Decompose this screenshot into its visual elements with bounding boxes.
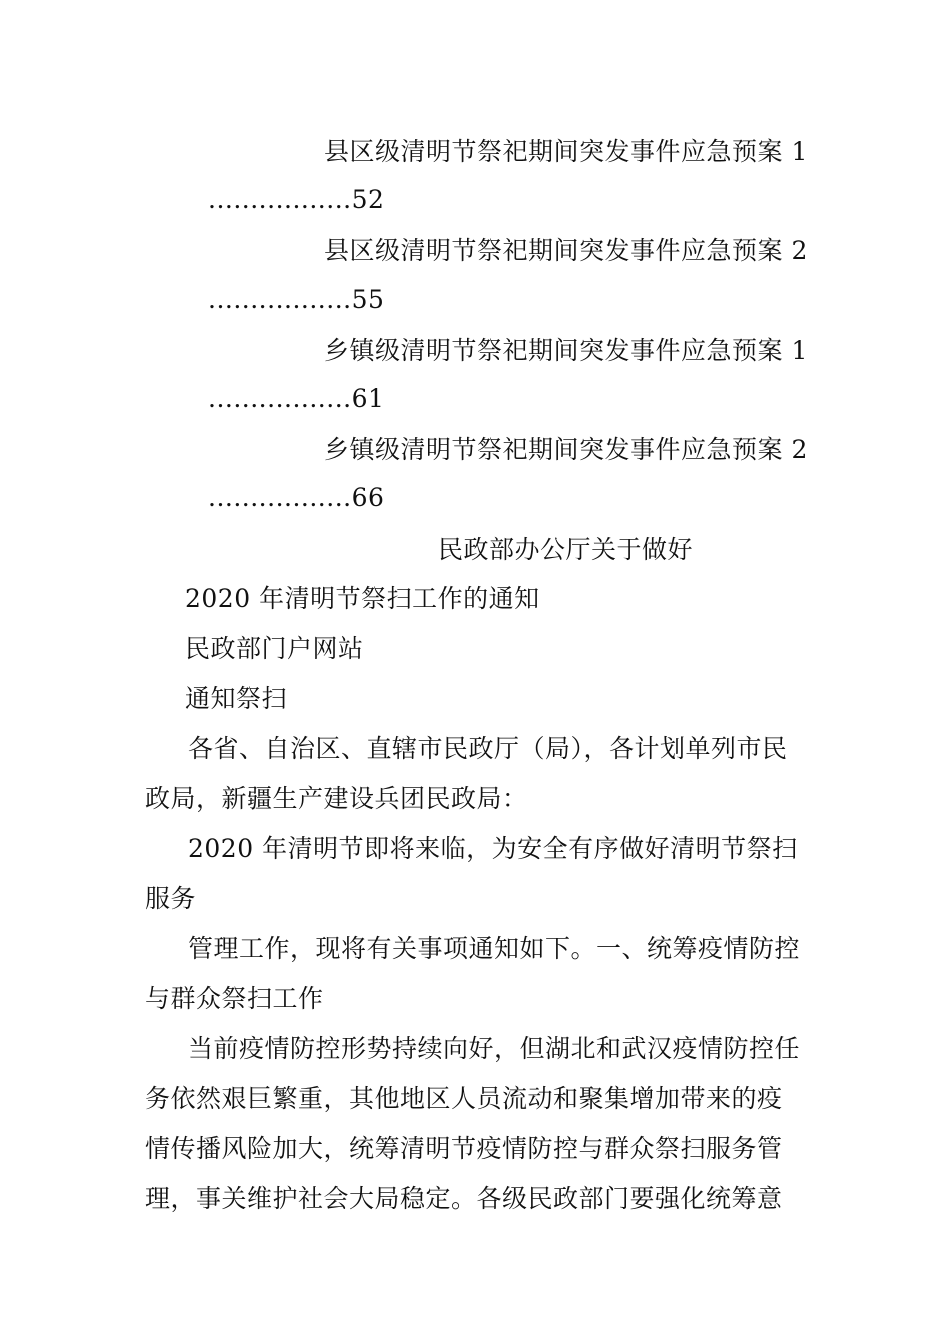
toc-entry-title: 乡镇级清明节祭祀期间突发事件应急预案 1: [324, 336, 808, 365]
toc-entry-page: .................52: [208, 185, 385, 214]
body-line: 管理工作，现将有关事项通知如下。一、统筹疫情防控: [188, 934, 801, 963]
body-line: 政局，新疆生产建设兵团民政局：: [145, 784, 528, 813]
body-line: 与群众祭扫工作: [145, 984, 324, 1013]
toc-entry-title: 乡镇级清明节祭祀期间突发事件应急预案 2: [324, 435, 808, 464]
toc-entry-page: .................55: [208, 285, 385, 314]
toc-entry-title: 县区级清明节祭祀期间突发事件应急预案 2: [324, 236, 808, 265]
body-line: 情传播风险加大，统筹清明节疫情防控与群众祭扫服务管: [145, 1134, 783, 1163]
body-line: 各省、自治区、直辖市民政厅（局），各计划单列市民: [188, 734, 788, 763]
document-heading: 民政部办公厅关于做好: [438, 535, 694, 564]
body-line: 当前疫情防控形势持续向好，但湖北和武汉疫情防控任: [188, 1034, 801, 1063]
body-line: 务依然艰巨繁重，其他地区人员流动和聚集增加带来的疫: [145, 1084, 783, 1113]
toc-entry-page: .................61: [208, 384, 385, 413]
toc-entry-title: 县区级清明节祭祀期间突发事件应急预案 1: [324, 137, 808, 166]
body-line: 2020 年清明节即将来临，为安全有序做好清明节祭扫: [188, 834, 798, 863]
body-line: 服务: [145, 884, 197, 913]
body-line: 理，事关维护社会大局稳定。各级民政部门要强化统筹意: [145, 1184, 783, 1213]
document-source: 民政部门户网站: [185, 634, 364, 663]
toc-entry-page: .................66: [208, 483, 385, 512]
document-subtitle: 2020 年清明节祭扫工作的通知: [185, 584, 540, 613]
document-keywords: 通知祭扫: [185, 684, 288, 713]
